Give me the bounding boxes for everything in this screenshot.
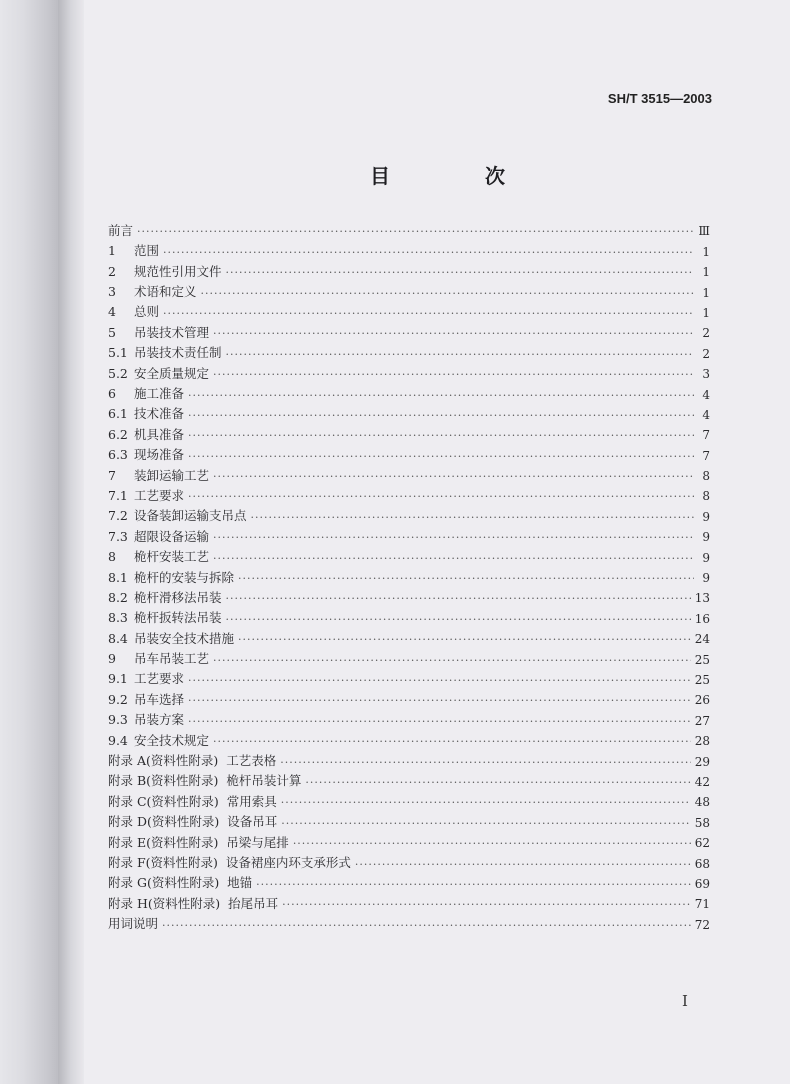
toc-entry-label: 吊装技术责任制 <box>134 345 222 361</box>
toc-entry[interactable] <box>108 686 710 706</box>
toc-entry-page: 2 <box>702 346 710 361</box>
toc-leader-dots <box>188 410 694 421</box>
toc-entry-label: 吊车选择 <box>134 691 185 707</box>
toc-leader-dots <box>213 553 694 564</box>
toc-entry-page: 2 <box>702 326 710 341</box>
toc-entry-label: 桅杆扳转法吊装 <box>134 610 222 626</box>
toc-entry[interactable] <box>108 706 710 726</box>
toc-entry[interactable] <box>108 584 710 604</box>
toc-entry-page: 72 <box>694 917 710 932</box>
toc-entry[interactable] <box>108 299 710 319</box>
toc-leader-dots <box>226 593 691 604</box>
toc-leader-dots <box>282 899 691 910</box>
toc-entry-label: 吊装方案 <box>134 712 185 728</box>
toc-entry-number: 9.3 <box>108 712 128 728</box>
toc-entry-label: 施工准备 <box>134 386 185 402</box>
toc-entry-page: 3 <box>702 367 710 382</box>
toc-entry-page: 26 <box>694 693 710 708</box>
toc-leader-dots <box>188 491 694 502</box>
toc-entry-label: 超限设备运输 <box>134 528 210 544</box>
toc-entry[interactable] <box>108 747 710 767</box>
toc-entry[interactable] <box>108 645 710 665</box>
toc-leader-dots <box>281 818 691 829</box>
toc-leader-dots <box>256 879 691 890</box>
toc-entry[interactable] <box>108 788 710 808</box>
toc-entry-number: 6.3 <box>108 447 128 463</box>
toc-leader-dots <box>305 777 690 788</box>
toc-leader-dots <box>213 736 691 747</box>
toc-entry-page: 4 <box>702 387 710 402</box>
toc-entry-page: 42 <box>694 774 710 789</box>
toc-entry-page: 1 <box>702 305 710 320</box>
toc-leader-dots <box>201 288 694 299</box>
toc-leader-dots <box>293 838 691 849</box>
toc-entry-number: 3 <box>108 284 116 300</box>
toc-leader-dots <box>213 369 694 380</box>
toc-entry[interactable] <box>108 380 710 400</box>
toc-entry-page: 16 <box>694 611 710 626</box>
table-of-contents <box>108 217 710 931</box>
toc-entry-label: 桅杆滑移法吊装 <box>134 589 222 605</box>
standard-code: SH/T 3515—2003 <box>607 91 712 106</box>
toc-entry-number: 9.2 <box>108 691 128 707</box>
toc-entry[interactable] <box>108 502 710 522</box>
toc-leader-dots <box>188 695 691 706</box>
toc-leader-dots <box>213 655 691 666</box>
toc-entry-page: 48 <box>694 795 710 810</box>
toc-leader-dots <box>226 349 694 360</box>
toc-entry[interactable] <box>108 421 710 441</box>
toc-entry-page: 1 <box>702 244 710 259</box>
toc-entry-page: 7 <box>702 428 710 443</box>
toc-entry-page: 68 <box>694 856 710 871</box>
toc-leader-dots <box>213 328 694 339</box>
toc-leader-dots <box>188 430 694 441</box>
toc-entry[interactable] <box>108 237 710 257</box>
toc-entry-number: 7 <box>108 467 116 483</box>
toc-leader-dots <box>226 267 694 278</box>
toc-entry-number: 6.1 <box>108 406 128 422</box>
toc-entry-number: 5 <box>108 324 116 340</box>
toc-entry-label: 规范性引用文件 <box>134 263 222 279</box>
toc-entry-label: 用词说明 <box>108 916 159 932</box>
toc-entry-label: 附录 B(资料性附录) 桅杆吊装计算 <box>108 773 302 789</box>
toc-entry-label: 工艺要求 <box>134 487 185 503</box>
toc-leader-dots <box>238 634 691 645</box>
toc-entry-label: 附录 A(资料性附录) 工艺表格 <box>108 753 277 769</box>
toc-entry-number: 5.2 <box>108 365 128 381</box>
toc-entry[interactable] <box>108 441 710 461</box>
toc-entry[interactable] <box>108 604 710 624</box>
toc-entry-page: 13 <box>694 591 710 606</box>
toc-leader-dots <box>213 471 694 482</box>
toc-entry-number: 7.2 <box>108 508 128 524</box>
toc-entry-page: 24 <box>694 632 710 647</box>
toc-entry-number: 9.1 <box>108 671 128 687</box>
toc-leader-dots <box>280 757 691 768</box>
toc-entry-label: 前言 <box>108 222 134 238</box>
toc-entry[interactable] <box>108 462 710 482</box>
toc-entry-page: 27 <box>694 713 710 728</box>
toc-leader-dots <box>188 390 694 401</box>
toc-entry-page: 58 <box>694 815 710 830</box>
toc-entry[interactable] <box>108 319 710 339</box>
toc-leader-dots <box>213 532 694 543</box>
toc-entry-page: 8 <box>702 469 710 484</box>
toc-entry-page: 9 <box>702 530 710 545</box>
toc-entry-label: 附录 G(资料性附录) 地锚 <box>108 875 253 891</box>
toc-entry-label: 设备装卸运输支吊点 <box>134 508 247 524</box>
toc-entry-number: 7.1 <box>108 487 128 503</box>
toc-entry[interactable] <box>108 339 710 359</box>
toc-title: 目 次 <box>370 164 549 188</box>
toc-entry-number: 8.4 <box>108 630 128 646</box>
toc-entry-label: 范围 <box>134 243 160 259</box>
toc-leader-dots <box>188 716 691 727</box>
toc-entry-number: 6 <box>108 386 116 402</box>
toc-entry[interactable] <box>108 829 710 849</box>
toc-entry-number: 8.3 <box>108 610 128 626</box>
toc-entry[interactable] <box>108 890 710 910</box>
toc-entry[interactable] <box>108 523 710 543</box>
toc-leader-dots <box>188 451 694 462</box>
toc-entry-number: 9 <box>108 651 116 667</box>
toc-leader-dots <box>188 675 691 686</box>
toc-entry[interactable] <box>108 727 710 747</box>
toc-leader-dots <box>226 614 691 625</box>
toc-entry[interactable] <box>108 910 710 930</box>
toc-leader-dots <box>238 573 694 584</box>
toc-entry-label: 装卸运输工艺 <box>134 467 210 483</box>
toc-entry[interactable] <box>108 849 710 869</box>
toc-leader-dots <box>162 920 691 931</box>
toc-entry[interactable] <box>108 564 710 584</box>
toc-entry-label: 技术准备 <box>134 406 185 422</box>
toc-entry-label: 现场准备 <box>134 447 185 463</box>
toc-entry[interactable] <box>108 870 710 890</box>
toc-entry-label: 安全技术规定 <box>134 732 210 748</box>
toc-entry-label: 吊装安全技术措施 <box>134 630 235 646</box>
toc-entry[interactable] <box>108 666 710 686</box>
toc-entry[interactable] <box>108 543 710 563</box>
toc-entry-page: 71 <box>694 897 710 912</box>
toc-entry-number: 8.1 <box>108 569 128 585</box>
toc-entry-page: 1 <box>702 285 710 300</box>
toc-leader-dots <box>251 512 694 523</box>
toc-entry-page: 9 <box>702 509 710 524</box>
toc-entry-page: 69 <box>694 876 710 891</box>
toc-leader-dots <box>137 226 694 237</box>
toc-entry-number: 6.2 <box>108 426 128 442</box>
toc-entry-label: 附录 E(资料性附录) 吊梁与尾排 <box>108 834 289 850</box>
toc-entry[interactable] <box>108 625 710 645</box>
toc-entry-label: 安全质量规定 <box>134 365 210 381</box>
toc-entry-label: 附录 C(资料性附录) 常用索具 <box>108 793 277 809</box>
toc-entry-label: 机具准备 <box>134 426 185 442</box>
toc-entry-number: 5.1 <box>108 345 128 361</box>
page-gutter <box>58 0 84 1084</box>
toc-entry-number: 4 <box>108 304 116 320</box>
toc-entry-number: 2 <box>108 263 116 279</box>
toc-entry-page: 28 <box>694 734 710 749</box>
toc-leader-dots <box>355 859 691 870</box>
toc-entry[interactable] <box>108 360 710 380</box>
toc-entry-page: 25 <box>694 652 710 667</box>
toc-entry-page: 8 <box>702 489 710 504</box>
toc-entry[interactable] <box>108 768 710 788</box>
toc-entry-label: 附录 F(资料性附录) 设备裙座内环支承形式 <box>108 855 351 870</box>
toc-entry-page: Ⅲ <box>698 224 710 239</box>
toc-entry-page: 29 <box>694 754 710 769</box>
toc-entry-number: 8 <box>108 549 116 565</box>
toc-entry-page: 9 <box>702 571 710 586</box>
toc-entry[interactable] <box>108 401 710 421</box>
toc-entry[interactable] <box>108 217 710 237</box>
toc-entry-page: 7 <box>702 448 710 463</box>
toc-entry-number: 9.4 <box>108 732 128 748</box>
toc-entry-label: 桅杆安装工艺 <box>134 549 210 565</box>
toc-entry-number: 1 <box>108 243 116 259</box>
toc-entry-page: 62 <box>694 836 710 851</box>
toc-entry-page: 25 <box>694 672 710 687</box>
toc-entry[interactable] <box>108 258 710 278</box>
toc-entry-label: 总则 <box>134 304 160 320</box>
toc-entry[interactable] <box>108 278 710 298</box>
toc-entry-label: 吊装技术管理 <box>134 324 210 340</box>
book-spine <box>0 0 58 1084</box>
toc-leader-dots <box>163 247 694 258</box>
toc-entry[interactable] <box>108 482 710 502</box>
toc-entry-label: 附录 D(资料性附录) 设备吊耳 <box>108 814 278 830</box>
toc-entry-label: 桅杆的安装与拆除 <box>134 569 235 585</box>
toc-entry-label: 术语和定义 <box>134 284 197 300</box>
toc-leader-dots <box>163 308 694 319</box>
toc-entry-page: 9 <box>702 550 710 565</box>
toc-entry-label: 工艺要求 <box>134 671 185 687</box>
toc-entry[interactable] <box>108 808 710 828</box>
toc-entry-label: 吊车吊装工艺 <box>134 651 210 667</box>
page-number: I <box>682 992 688 1010</box>
toc-entry-page: 1 <box>702 265 710 280</box>
toc-entry-number: 8.2 <box>108 589 128 605</box>
toc-entry-page: 4 <box>702 407 710 422</box>
toc-entry-label: 附录 H(资料性附录) 抬尾吊耳 <box>108 895 279 911</box>
toc-entry-number: 7.3 <box>108 528 128 544</box>
toc-leader-dots <box>281 797 691 808</box>
